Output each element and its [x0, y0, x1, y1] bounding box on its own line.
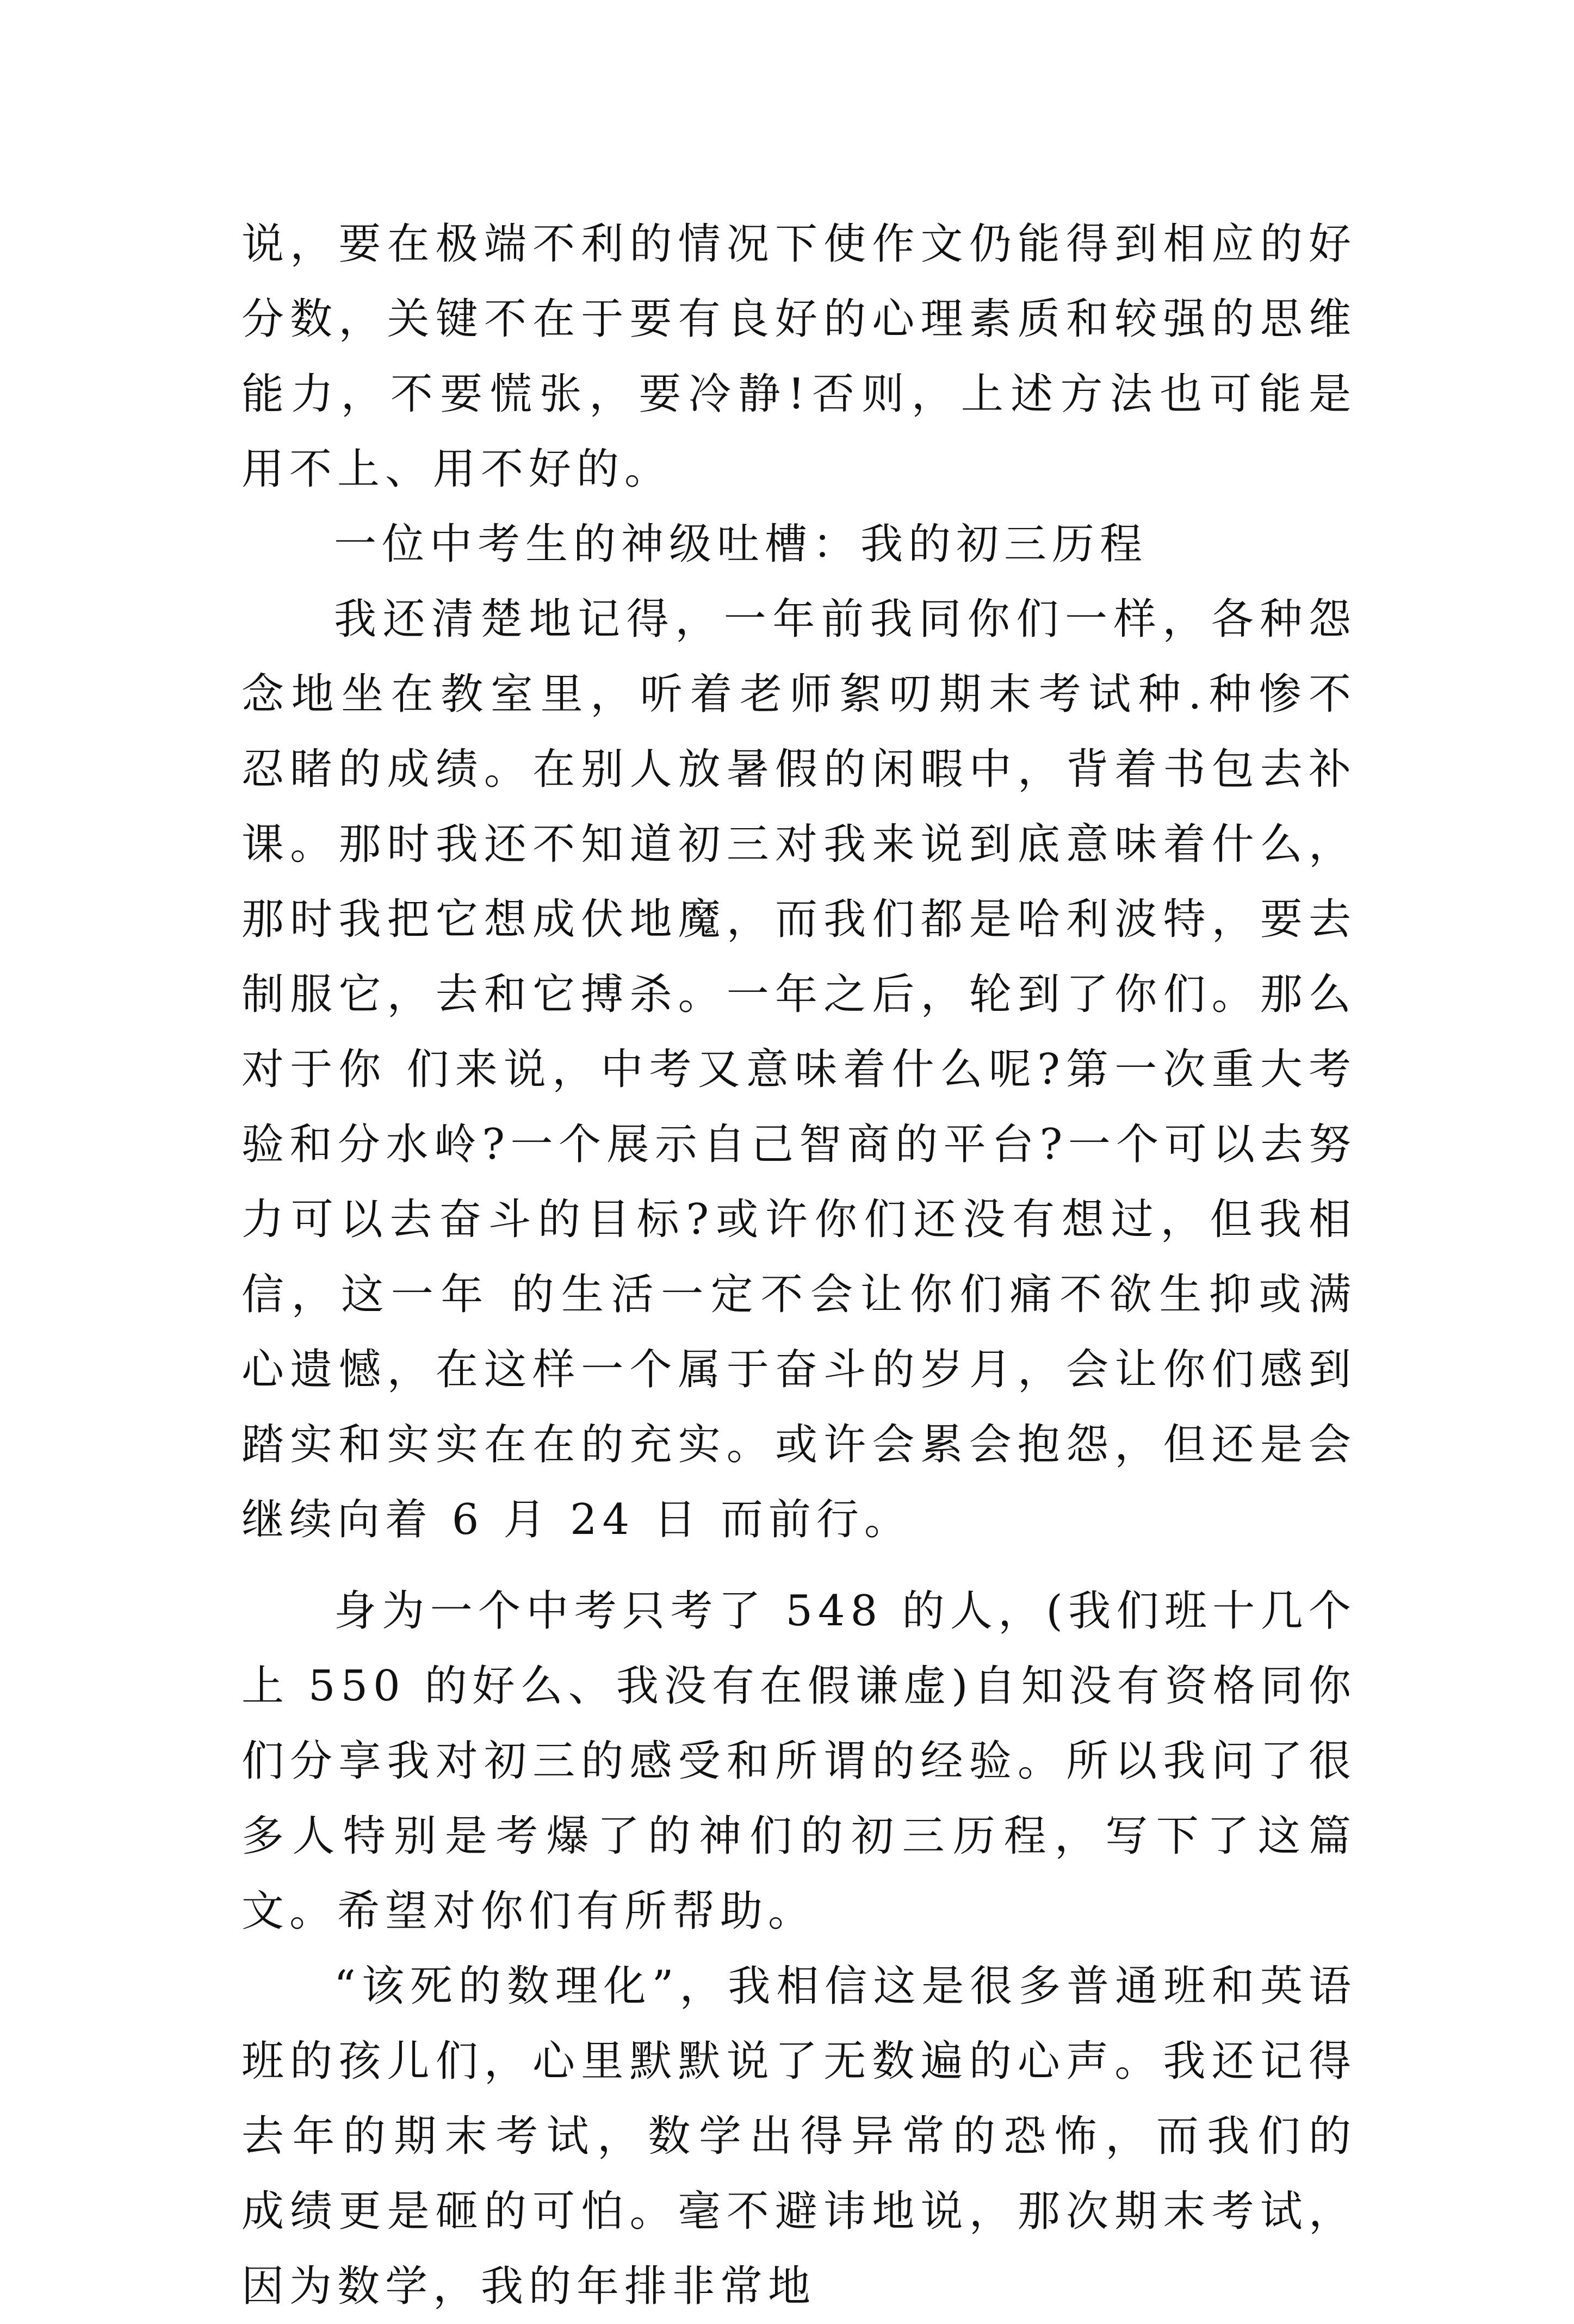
section-heading: 一位中考生的神级吐槽：我的初三历程	[334, 520, 1148, 569]
paragraph-2: 我还清楚地记得，一年前我同你们一样，各种怨念地坐在教室里，听着老师絮叨期末考试种.种惨不忍睹的成绩。在别人放暑假的闲暇中，背着书包去补 课。那时我还不知道初三对我来说到底意味着什么，那时我把它想成伏地魔，而我们都是哈利波特，要去制服它，去和它搏杀。一年之后，轮到了你们。那么对于你 们来说，中考又意味着什么呢?第一次重大考验和分水岭?一个展示自己智商的平台?一个可以去努力可以去奋斗的目标?或许你们还没有想过，但我相信，这一年 的生活一定不会让你们痛不欲生抑或满心遗憾，在这样一个属于奋斗的岁月，会让你们感到踏实和实实在在的充实。或许会累会抱怨，但还是会继续向着 6 月 24 日 而前行。	[241, 595, 1356, 1544]
paragraph-4: “该死的数理化”，我相信这是很多普通班和英语班的孩儿们，心里默默说了无数遍的心声。我还记得去年的期末考试，数学出得异常的恐怖，而我们的 成绩更是砸的可怕。毫不避讳地说，那次期末考试，因为数学，我的年排非常地	[241, 1962, 1356, 2311]
document-body	[241, 207, 1356, 2324]
paragraph-1: 说，要在极端不利的情况下使作文仍能得到相应的好分数，关键不在于要有良好的心理素质和较强的思维能力，不要慌张，要冷静!否则，上述方法也可能是用不上、用不好的。	[241, 220, 1356, 494]
paragraph-3: 身为一个中考只考了 548 的人，(我们班十几个上 550 的好么、我没有在假谦虚)自知没有资格同你们分享我对初三的感受和所谓的经验。所以我问了很多人特别是考爆了的神们的初三历程，写下了这篇文。希望对你们有所帮助。	[241, 1587, 1356, 1936]
